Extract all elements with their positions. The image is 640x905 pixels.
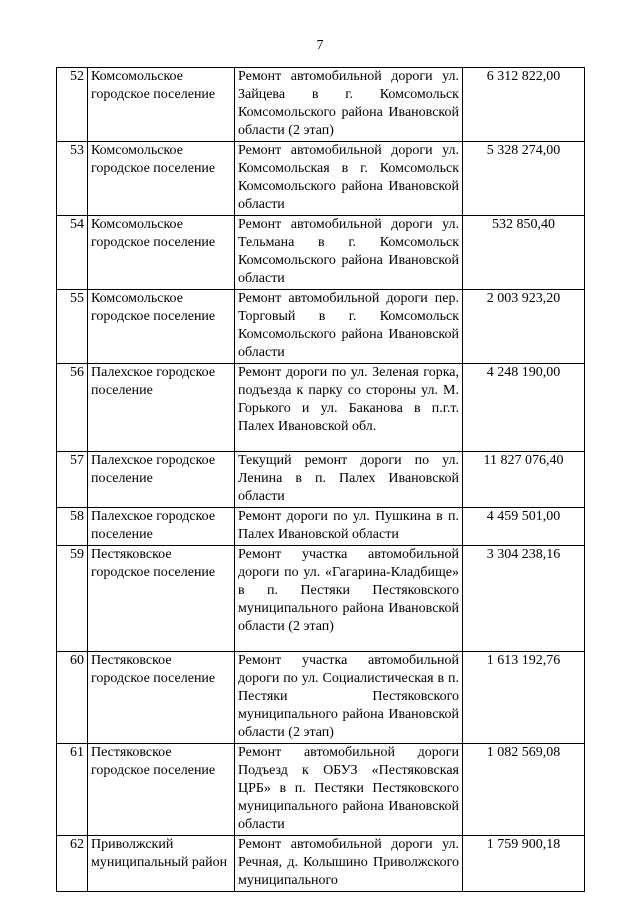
object-cell: Ремонт автомобильной дороги Подъезд к ОБУЗ «Пестяковская ЦРБ» в п. Пестяки Пестяковского муниципального района Ивановской области <box>235 744 463 836</box>
amount-cell: 4 248 190,00 <box>463 364 585 452</box>
municipality-cell: Пестяковское городское поселение <box>88 546 235 652</box>
table-row <box>57 546 585 652</box>
amount-cell: 1 082 569,08 <box>463 744 585 836</box>
municipality-cell: Комсомольское городское поселение <box>88 290 235 364</box>
row-number: 53 <box>57 142 88 216</box>
row-number: 59 <box>57 546 88 652</box>
row-number: 56 <box>57 364 88 452</box>
amount-cell: 6 312 822,00 <box>463 68 585 142</box>
municipality-cell: Комсомольское городское поселение <box>88 68 235 142</box>
amount-cell: 3 304 238,16 <box>463 546 585 652</box>
municipality-cell: Палехское городское поселение <box>88 452 235 508</box>
row-number: 52 <box>57 68 88 142</box>
amount-cell: 5 328 274,00 <box>463 142 585 216</box>
row-number: 61 <box>57 744 88 836</box>
amount-cell: 532 850,40 <box>463 216 585 290</box>
page-number: 7 <box>316 38 324 53</box>
row-number: 55 <box>57 290 88 364</box>
municipality-cell: Палехское городское поселение <box>88 364 235 452</box>
table-row <box>57 836 585 892</box>
row-number: 62 <box>57 836 88 892</box>
object-cell: Ремонт дороги по ул. Пушкина в п. Палех Ивановской области <box>235 508 463 546</box>
table-row <box>57 68 585 142</box>
municipality-cell: Комсомольское городское поселение <box>88 216 235 290</box>
amount-cell: 2 003 923,20 <box>463 290 585 364</box>
row-number: 57 <box>57 452 88 508</box>
municipality-cell: Палехское городское поселение <box>88 508 235 546</box>
object-cell: Ремонт автомобильной дороги ул. Комсомольская в г. Комсомольск Комсомольского района Ивановской области <box>235 142 463 216</box>
object-cell: Ремонт автомобильной дороги ул. Зайцева в г. Комсомольск Комсомольского района Ивановской области (2 этап) <box>235 68 463 142</box>
municipality-cell: Комсомольское городское поселение <box>88 142 235 216</box>
object-cell: Ремонт автомобильной дороги пер. Торговый в г. Комсомольск Комсомольского района Ивановской области <box>235 290 463 364</box>
row-number: 58 <box>57 508 88 546</box>
amount-cell: 1 613 192,76 <box>463 652 585 744</box>
object-cell: Ремонт участка автомобильной дороги по ул. Социалистическая в п. Пестяки Пестяковского муниципального района Ивановской области (2 этап) <box>235 652 463 744</box>
object-cell: Ремонт автомобильной дороги ул. Речная, д. Колышино Приволжского муниципального <box>235 836 463 892</box>
object-cell: Текущий ремонт дороги по ул. Ленина в п. Палех Ивановской области <box>235 452 463 508</box>
table-row <box>57 508 585 546</box>
table-row <box>57 142 585 216</box>
amount-cell: 1 759 900,18 <box>463 836 585 892</box>
table-row <box>57 216 585 290</box>
object-cell: Ремонт дороги по ул. Зеленая горка, подъезда к парку со стороны ул. М. Горького и ул. Баканова в п.г.т. Палех Ивановской обл. <box>235 364 463 452</box>
road-repair-table <box>56 67 585 892</box>
amount-cell: 4 459 501,00 <box>463 508 585 546</box>
municipality-cell: Пестяковское городское поселение <box>88 744 235 836</box>
row-number: 60 <box>57 652 88 744</box>
table-row <box>57 744 585 836</box>
table-row <box>57 290 585 364</box>
municipality-cell: Приволжский муниципальный район <box>88 836 235 892</box>
object-cell: Ремонт участка автомобильной дороги по ул. «Гагарина-Кладбище» в п. Пестяки Пестяковского муниципального района Ивановской области (2 этап) <box>235 546 463 652</box>
amount-cell: 11 827 076,40 <box>463 452 585 508</box>
object-cell: Ремонт автомобильной дороги ул. Тельмана в г. Комсомольск Комсомольского района Ивановской области <box>235 216 463 290</box>
table-row <box>57 364 585 452</box>
row-number: 54 <box>57 216 88 290</box>
municipality-cell: Пестяковское городское поселение <box>88 652 235 744</box>
table-row <box>57 452 585 508</box>
table-row <box>57 652 585 744</box>
